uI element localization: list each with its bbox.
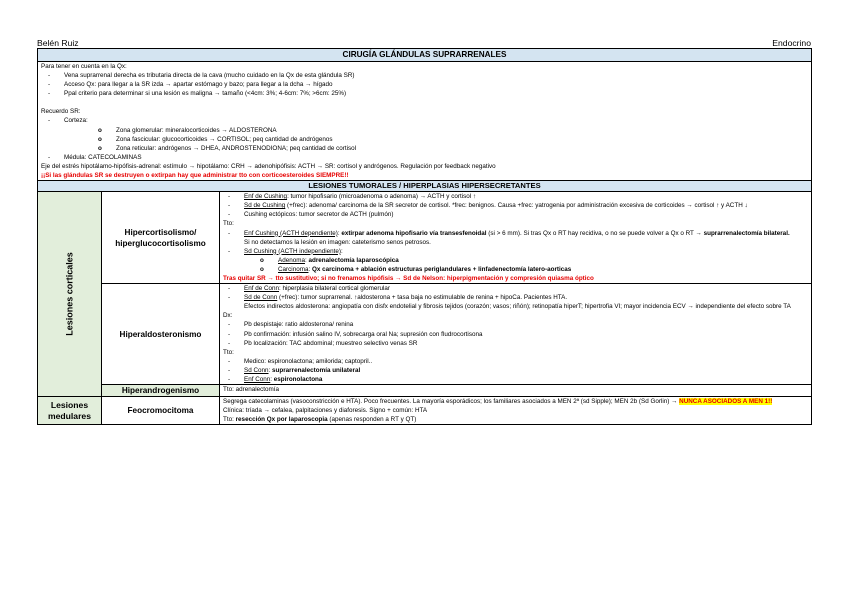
axis-text: Eje del estrés hipotálamo-hipófisis-adrenal: estímulo → hipotálamo: CRH → adenohipófisis: ACTH → SR: cortisol y andrógenos. Regulación por feedback negativo (41, 162, 496, 170)
aldosterone-effects: Efectos indirectos aldosterona: angiopatía con disfx endotelial y fibrosis tejidos (corazón; vasos; riñón); retinopatía hiperT; hipertrofia VI; mayor incidencia ECV → independiente del efecto sobre TA (244, 303, 791, 311)
summary-table (37, 48, 812, 425)
feocromocitoma-label: Feocromocitoma (102, 397, 220, 425)
sr-heading: Recuerdo SR: (41, 108, 81, 116)
feo-line-2: Clínica: tríada → cefalea, palpitaciones y diaforesis. Signo + común: HTA (223, 407, 428, 415)
list-item: - Enf Conn: espironolactona (223, 375, 808, 384)
hiperaldosteronismo-label: Hiperaldosteronismo (102, 284, 220, 385)
feo-line-1: Segrega catecolaminas (vasoconstricción e HTA). Poco frecuentes. La mayoría esporádicos; los familiares asociados a MEN 2ª (sd Sipple); MEN 2b (Sd Gorlin) → NUNCA ASOCIADOS A MEN 1!! (223, 398, 773, 406)
list-item: - Pb confirmación: infusión salino IV, sobrecarga oral Na; supresión con fludrocortisona (223, 330, 808, 339)
page-title: CIRUGÍA GLÁNDULAS SUPRARRENALES (38, 49, 812, 62)
tto-label: Tto: (223, 348, 234, 356)
list-item: - Sd de Conn (+frec): tumor suprarrenal. ↑aldosterona + tasa baja no estimulable de renina + hipoCa. Pacientes HTA. (223, 293, 808, 302)
list-item: - Acceso Qx: para llegar a la SR izda → apartar estómago y bazo; para llegar a la dcha → hígado (41, 80, 808, 89)
dx-label: Dx: (223, 312, 233, 320)
cortical-group-cell (38, 192, 102, 397)
tto-label: Tto: (223, 220, 234, 228)
list-item: - Medico: espironolactona; amilorida; captopril.. (223, 357, 808, 366)
medular-group-label: Lesiones medulares (38, 397, 102, 425)
list-item: - Pb localización: TAC abdominal; muestreo selectivo venas SR (223, 339, 808, 348)
list-item: - Sd de Cushing (+frec): adenoma/ carcinoma de la SR secretor de cortisol. *frec: benignos. Causa +frec: yatrogenia por administración excesiva de corticoides → cortisol ↑ y ACTH ↓ (223, 201, 808, 210)
petrosal-note: Si no detectamos la lesión en imagen: cateterismo senos petrosos. (244, 238, 431, 246)
feo-line-3: Tto: resección Qx por laparoscopia (apenas responden a RT y QT) (223, 416, 417, 424)
list-item: - Enf de Conn: hiperplasia bilateral cortical glomerular (223, 284, 808, 293)
qx-list (41, 71, 808, 98)
list-item: o Carcinoma: Qx carcinoma + ablación estructuras periglandulares + linfadenectomía latero-aorticas (223, 265, 808, 274)
intro-section (38, 62, 812, 181)
list-item: - Enf de Cushing: tumor hipofisario (microadenoma o adenoma) → ACTH y cortisol ↑ (223, 192, 808, 201)
list-item: - Sd Cushing (ACTH independiente): (223, 247, 808, 256)
author-name: Belén Ruiz (37, 38, 79, 48)
list-item: o Zona fascicular: glucocorticoides → CORTISOL; peq cantidad de andrógenos (41, 135, 808, 144)
section-title: LESIONES TUMORALES / HIPERPLASIAS HIPERSECRETANTES (38, 181, 812, 192)
list-item: - Ppal criterio para determinar si una lesión es maligna → tamaño (<4cm: 3%; 4-6cm: 7%; >6cm: 25%) (41, 89, 808, 98)
qx-heading: Para tener en cuenta en la Qx: (41, 63, 127, 70)
warning-text: ¡¡Si las glándulas SR se destruyen o extirpan hay que administrar tto con corticoesteroides SIEMPRE!! (41, 172, 349, 180)
list-item: - Pb despistaje: ratio aldosterona/ renina (223, 320, 808, 329)
list-item: - Médula: CATECOLAMINAS (41, 153, 808, 162)
hipercortisolismo-label: Hipercortisolismo/ hiperglucocortisolismo (102, 192, 220, 284)
list-item: - Enf Cushing (ACTH dependiente): extirpar adenoma hipofisario vía transesfenoidal (si > 6 mm). Si tras Qx o RT hay recidiva, o no se puede volver a Qx o RT → suprarrenalectomía bilateral. (223, 229, 808, 238)
hiperandrogenismo-label: Hiperandrogenismo (102, 385, 220, 397)
hipercortisolismo-content (220, 192, 812, 284)
list-item: o Zona glomerular: mineralocorticoides → ALDOSTERONA (41, 126, 808, 135)
men1-highlight: NUNCA ASOCIADOS A MEN 1!! (679, 398, 773, 406)
list-item: o Zona reticular: andrógenos → DHEA, ANDROSTENODIONA; peq cantidad de cortisol (41, 144, 808, 153)
hiperaldosteronismo-content (220, 284, 812, 385)
list-item: o Adenoma: adrenalectomía laparoscópica (223, 256, 808, 265)
cortical-group-label: Lesiones corticales (63, 252, 74, 336)
nelson-warning: Tras quitar SR → tto sustitutivo; si no frenamos hipófisis → Sd de Nelson: hiperpigmentación y compresión quiasma óptico (223, 274, 594, 282)
hiperandrogenismo-content: Tto: adrenalectomía (220, 385, 812, 397)
list-item: - Corteza: (41, 116, 808, 125)
sr-list (41, 116, 808, 161)
list-item: - Vena suprarrenal derecha es tributaria directa de la cava (mucho cuidado en la Qx de esta glándula SR) (41, 71, 808, 80)
subject-name: Endocrino (772, 38, 811, 48)
list-item: - Cushing ectópicos: tumor secretor de ACTH (pulmón) (223, 210, 808, 219)
list-item: - Sd Conn: suprarrenalectomía unilateral (223, 366, 808, 375)
feocromocitoma-content (220, 397, 812, 425)
